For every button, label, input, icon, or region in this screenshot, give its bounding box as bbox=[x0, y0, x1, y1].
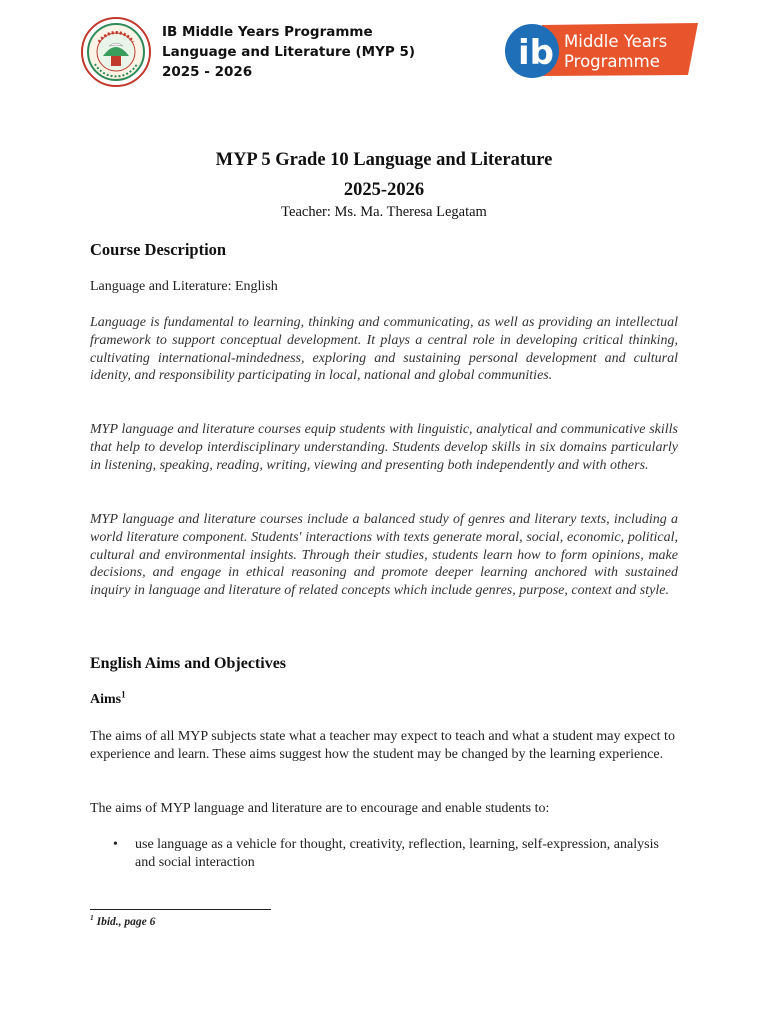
aims-paragraph-1: The aims of all MYP subjects state what a teacher may expect to teach and what a student may expect to experience and learn. These aims suggest how the student may be changed by the learning experience. bbox=[90, 729, 675, 762]
document-title: MYP 5 Grade 10 Language and Literature bbox=[215, 150, 553, 170]
ib-myp-logo bbox=[502, 20, 698, 80]
ib-logo-line1: Middle Years bbox=[564, 32, 668, 51]
course-paragraph-1: Language is fundamental to learning, thinking and communicating, as well as providing an intellectual framework to support conceptual development. It plays a central role in developing critical thinking, cultivating international-mindedness, exploring and sustaining personal development and cultural idenity, and responsibility participating in local, national and global communities. bbox=[90, 315, 678, 384]
header-line-subject: Language and Literature (MYP 5) bbox=[162, 44, 416, 60]
aims-heading: Aims$^1$ bbox=[90, 689, 126, 707]
aims-objectives-heading: English Aims and Objectives bbox=[90, 655, 287, 672]
footnote: $^1$ Ibid., page 6 bbox=[90, 913, 156, 928]
header-line-year: 2025 - 2026 bbox=[162, 64, 253, 80]
course-paragraph-3: MYP language and literature courses include a balanced study of genres and literary texts, including a world literature component. Students' interactions with texts generate moral, social, economic, political, cultural and environmental insights. Through their studies, students learn how to form opinions, make decisions, and engage in ethical reasoning and promote deeper learning anchored with sustained inquiry in language and literature of related concepts which include genres, purpose, context and style. bbox=[90, 512, 678, 599]
header-title-block bbox=[162, 22, 415, 82]
list-item-text: use language as a vehicle for thought, creativity, reflection, learning, self-expression, analysis and social interaction bbox=[135, 837, 659, 870]
course-description-heading: Course Description bbox=[90, 240, 227, 259]
aims-paragraph-2: The aims of MYP language and literature are to encourage and enable students to: bbox=[90, 801, 550, 816]
school-crest-logo bbox=[81, 16, 151, 88]
course-paragraph-2: MYP language and literature courses equip students with linguistic, analytical and communicative skills that help to develop interdisciplinary understanding. Students develop skills in six domains particularly in listening, speaking, reading, writing, viewing and presenting both independently and with others. bbox=[90, 422, 678, 473]
teacher-name: Teacher: Ms. Ma. Theresa Legatam bbox=[281, 204, 487, 220]
aims-footnote-ref: 1 bbox=[121, 689, 126, 700]
page-header bbox=[0, 0, 768, 100]
ib-logo-line2: Programme bbox=[564, 52, 660, 71]
document-year: 2025-2026 bbox=[343, 180, 425, 200]
bullet-icon: • bbox=[113, 837, 118, 852]
course-subject: Language and Literature: English bbox=[90, 279, 278, 294]
ib-logo-mark: ib bbox=[518, 33, 554, 73]
footnote-divider bbox=[90, 909, 271, 910]
header-line-programme: IB Middle Years Programme bbox=[162, 24, 373, 40]
